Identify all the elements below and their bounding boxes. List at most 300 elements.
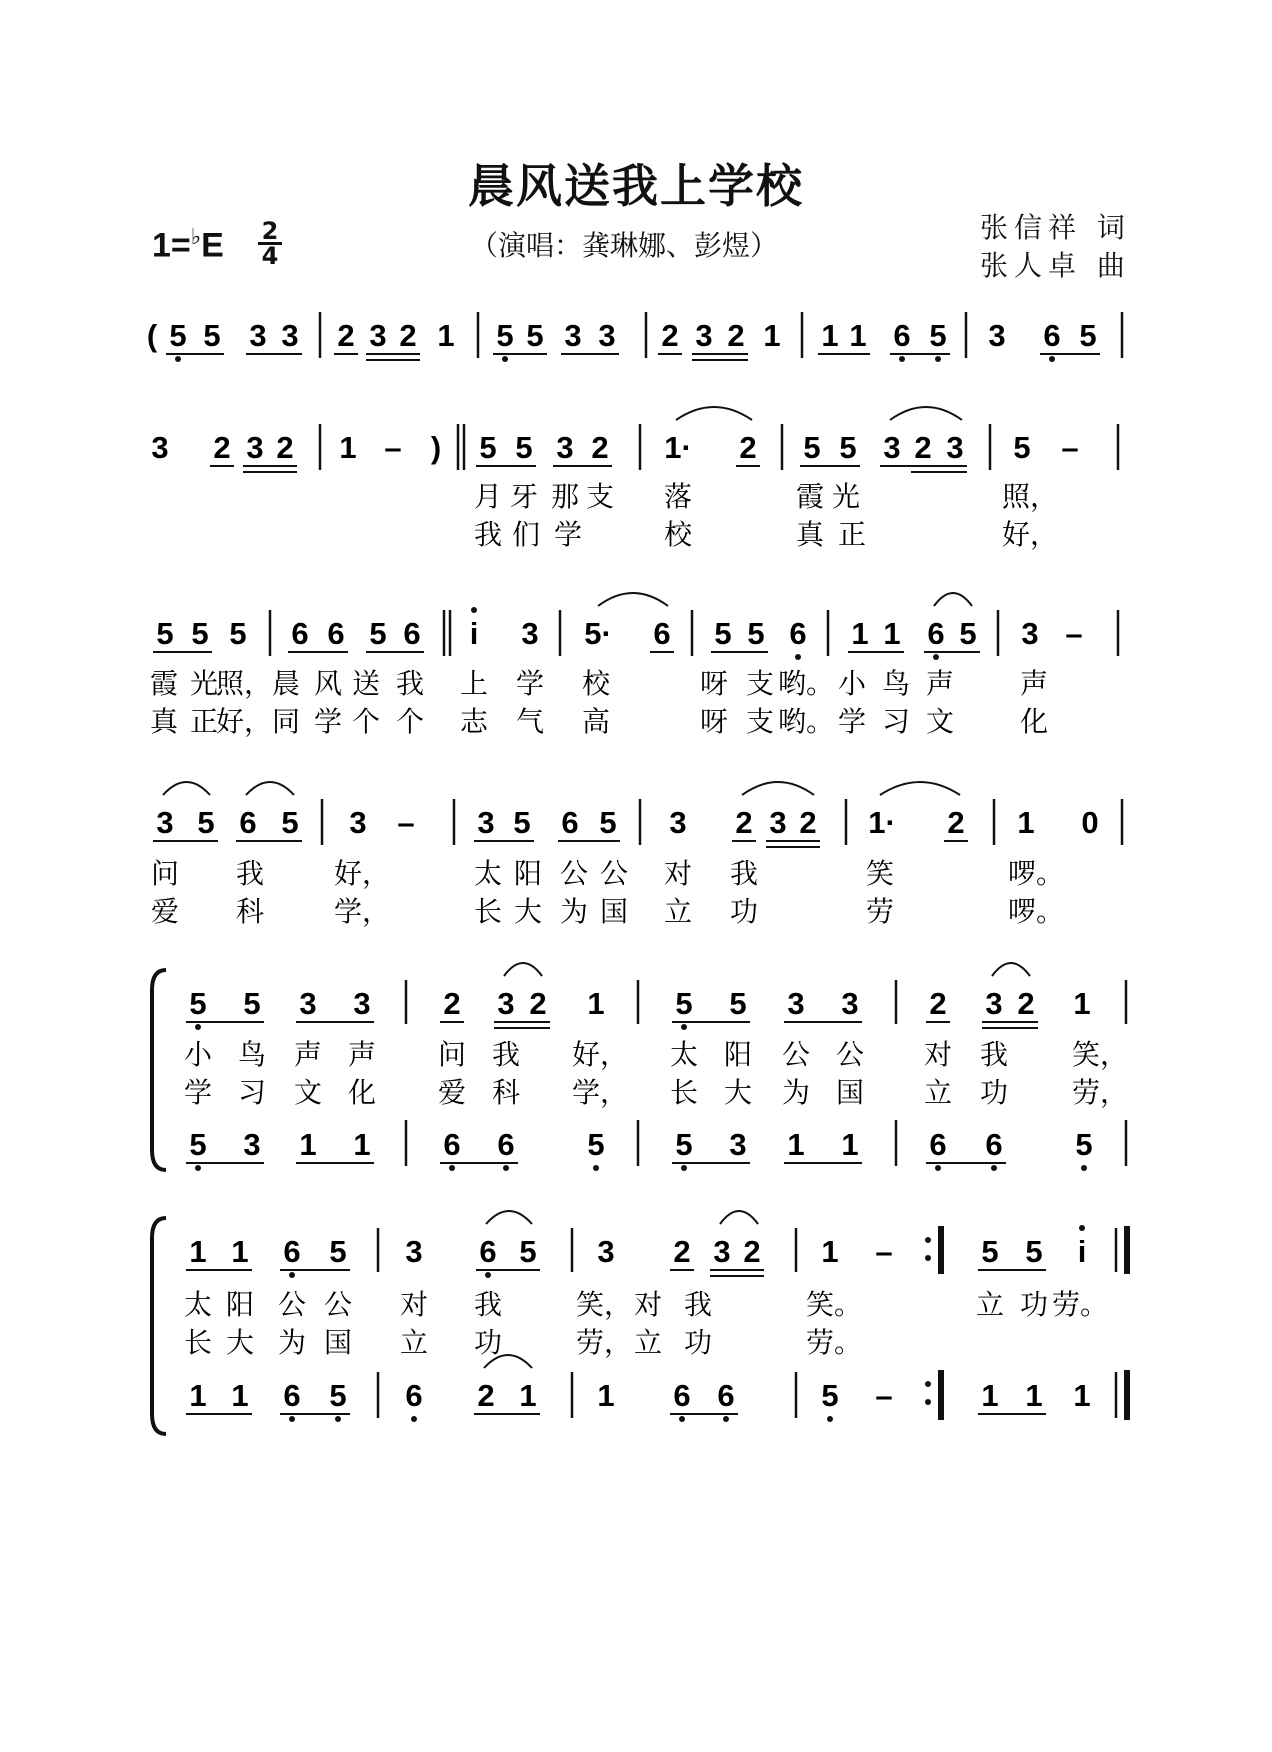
note: 2 (399, 318, 417, 353)
note: 5 (496, 318, 514, 353)
note: 3 (556, 430, 574, 465)
note: 3 (405, 1234, 423, 1269)
lyric-char: 支 (745, 705, 775, 738)
tie-slur (742, 782, 814, 795)
lyric-char: 照， (215, 667, 273, 700)
note: 2 (735, 805, 753, 840)
lyric-char: 真 (149, 705, 179, 738)
lyric-char: 小 (837, 667, 867, 700)
note: 2 (727, 318, 745, 353)
lyric-char: 劳， (1071, 1076, 1129, 1109)
note: 6 (561, 805, 579, 840)
note: 6 (283, 1378, 301, 1413)
lyric-char: 公 (323, 1288, 353, 1321)
note: 5 (229, 616, 247, 651)
note: 1 (981, 1378, 999, 1413)
lyric-char: 对 (399, 1288, 429, 1321)
lyric-char: 大 (513, 895, 543, 928)
lyric-char: 公 (835, 1038, 865, 1071)
note: 3 (477, 805, 495, 840)
note: 5· (584, 616, 612, 651)
note: 2 (213, 430, 231, 465)
tie-slur (992, 963, 1030, 976)
lyric-char: 风 (313, 667, 343, 700)
lyric-char: 笑。 (805, 1288, 863, 1321)
tie-slur (880, 782, 960, 795)
lyric-char: 问 (150, 857, 180, 890)
lyric-char: 我 (235, 857, 265, 890)
lyric-char: 问 (437, 1038, 467, 1071)
note: 3 (988, 318, 1006, 353)
note: 5 (675, 986, 693, 1021)
note: 6 (291, 616, 309, 651)
octave-dot-low (1049, 356, 1055, 362)
note: ) (430, 430, 442, 465)
repeat-dot (925, 1237, 931, 1243)
note: 5 (189, 1127, 207, 1162)
note: 0 (1081, 805, 1099, 840)
note: – (384, 430, 402, 465)
note: 3 (243, 1127, 261, 1162)
lyric-char: 光 (831, 480, 861, 513)
note: 5 (369, 616, 387, 651)
note: 3 (497, 986, 515, 1021)
system-bracket (152, 970, 166, 1170)
lyric-char: 为 (559, 895, 589, 928)
lyric-char: 鸟 (881, 667, 911, 700)
note: 3 (769, 805, 787, 840)
note: 6 (479, 1234, 497, 1269)
note: 2 (799, 805, 817, 840)
lyric-char: 立 (633, 1326, 663, 1359)
note: 2 (337, 318, 355, 353)
note: 6 (929, 1127, 947, 1162)
octave-dot-low (679, 1416, 685, 1422)
lyric-char: 习 (881, 705, 911, 738)
lyric-char: 太 (183, 1288, 213, 1321)
note: 5 (189, 986, 207, 1021)
lyric-char: 文 (925, 705, 955, 738)
note: 1 (883, 616, 901, 651)
note: 2 (673, 1234, 691, 1269)
lyric-char: 对 (923, 1038, 953, 1071)
lyric-char: 国 (835, 1076, 865, 1109)
note: 3 (883, 430, 901, 465)
lyric-char: 个 (351, 705, 381, 738)
note: 1 (1073, 1378, 1091, 1413)
note: 5 (169, 318, 187, 353)
note: 5 (526, 318, 544, 353)
octave-dot-low (485, 1272, 491, 1278)
note: 3 (299, 986, 317, 1021)
lyric-char: 学 (183, 1076, 213, 1109)
lyric-char: 功 (683, 1326, 713, 1359)
lyric-char: 劳 (865, 895, 895, 928)
note: 6 (497, 1127, 515, 1162)
note: 1 (231, 1378, 249, 1413)
octave-dot-low (681, 1165, 687, 1171)
lyric-char: 国 (599, 895, 629, 928)
note: 6 (403, 616, 421, 651)
octave-dot-low (335, 1416, 341, 1422)
lyric-char: 个 (395, 705, 425, 738)
octave-dot-low (723, 1416, 729, 1422)
tie-slur (163, 782, 210, 795)
note: i (1077, 1234, 1087, 1269)
lyric-char: 校 (581, 667, 611, 700)
lyric-char: 立 (975, 1288, 1005, 1321)
note: 6 (405, 1378, 423, 1413)
lyric-char: 功 (729, 895, 759, 928)
lyric-char: 学 (515, 667, 545, 700)
note: 6 (717, 1378, 735, 1413)
note: 1 (519, 1378, 537, 1413)
note: 6 (673, 1378, 691, 1413)
octave-dot-low (899, 356, 905, 362)
note: 5 (191, 616, 209, 651)
thick-barline (1124, 1226, 1130, 1274)
note: – (1061, 430, 1079, 465)
lyric-char: 哟。 (777, 667, 835, 700)
note: 3 (985, 986, 1003, 1021)
note: 5 (1025, 1234, 1043, 1269)
note: 2 (739, 430, 757, 465)
lyric-char: 爱 (437, 1076, 467, 1109)
octave-dot-high (471, 607, 477, 613)
note: 2 (929, 986, 947, 1021)
lyric-char: 学 (313, 705, 343, 738)
lyric-char: 鸟 (237, 1038, 267, 1071)
lyric-char: 对 (633, 1288, 663, 1321)
note: 3 (841, 986, 859, 1021)
note: 1 (231, 1234, 249, 1269)
note: 1 (821, 318, 839, 353)
tie-slur (676, 407, 752, 420)
note: 6 (1043, 318, 1061, 353)
octave-dot-high (1079, 1225, 1085, 1231)
note: 6 (283, 1234, 301, 1269)
note: 3 (151, 430, 169, 465)
lyric-char: 我 (683, 1288, 713, 1321)
tie-slur (934, 593, 972, 606)
lyric-char: 我 (473, 518, 503, 551)
repeat-dot (925, 1381, 931, 1387)
composer-credit: 张人卓 曲 (980, 249, 1131, 282)
note: 1 (299, 1127, 317, 1162)
lyric-char: 呀 (699, 667, 729, 700)
note: 5 (587, 1127, 605, 1162)
note: 2 (1017, 986, 1035, 1021)
note: 1 (821, 1234, 839, 1269)
note: 5 (729, 986, 747, 1021)
lyric-char: 学 (837, 705, 867, 738)
note: 6 (443, 1127, 461, 1162)
thick-barline (1124, 1370, 1130, 1420)
note: 1 (1025, 1378, 1043, 1413)
note: 3 (597, 1234, 615, 1269)
note: 5 (981, 1234, 999, 1269)
lyric-char: 阳 (723, 1038, 753, 1071)
singers-credit: （演唱：龚琳娜、彭煜） (470, 229, 779, 262)
lyric-char: 声 (1019, 667, 1049, 700)
octave-dot-low (681, 1024, 687, 1030)
lyric-char: 公 (559, 857, 589, 890)
lyric-char: 支 (585, 480, 615, 513)
note: 5 (197, 805, 215, 840)
note: 5 (513, 805, 531, 840)
note: 3 (156, 805, 174, 840)
note: 2 (743, 1234, 761, 1269)
note: 1 (849, 318, 867, 353)
note: 6 (789, 616, 807, 651)
lyric-char: 立 (663, 895, 693, 928)
repeat-dot (925, 1399, 931, 1405)
note: 3 (521, 616, 539, 651)
note: 3 (946, 430, 964, 465)
note: 5 (243, 986, 261, 1021)
lyric-char: 晨 (271, 667, 301, 700)
lyric-char: 送 (351, 667, 381, 700)
note: 5 (803, 430, 821, 465)
lyric-char: 我 (979, 1038, 1009, 1071)
lyric-char: 习 (237, 1076, 267, 1109)
lyric-char: 啰。 (1007, 857, 1065, 890)
lyric-char: 为 (781, 1076, 811, 1109)
note: 3 (787, 986, 805, 1021)
lyric-char: 公 (781, 1038, 811, 1071)
note: 5 (515, 430, 533, 465)
note: 6 (893, 318, 911, 353)
note: 2 (591, 430, 609, 465)
lyricist-credit: 张信祥 词 (980, 211, 1131, 244)
lyric-char: 哟。 (777, 705, 835, 738)
lyric-char: 立 (923, 1076, 953, 1109)
note: 1 (339, 430, 357, 465)
lyric-char: 声 (347, 1038, 377, 1071)
lyric-char: 长 (473, 895, 503, 928)
note: 3 (695, 318, 713, 353)
lyric-char: 们 (511, 518, 541, 551)
note: – (875, 1234, 893, 1269)
lyric-char: 霞 (149, 667, 179, 700)
note: 5 (1079, 318, 1097, 353)
note: 3 (349, 805, 367, 840)
lyric-char: 劳， (575, 1326, 633, 1359)
lyric-char: 正 (837, 518, 867, 551)
lyric-char: 对 (663, 857, 693, 890)
lyric-char: 牙 (509, 480, 539, 513)
lyric-char: 太 (473, 857, 503, 890)
lyric-char: 我 (491, 1038, 521, 1071)
lyric-char: 真 (795, 518, 825, 551)
lyric-char: 阳 (513, 857, 543, 890)
note: 5 (329, 1378, 347, 1413)
note: 6 (927, 616, 945, 651)
octave-dot-low (502, 356, 508, 362)
note: 1 (587, 986, 605, 1021)
lyric-char: 阳 (225, 1288, 255, 1321)
lyric-char: 校 (663, 518, 693, 551)
lyric-char: 立 (399, 1326, 429, 1359)
tie-slur (598, 593, 668, 606)
note: 3 (713, 1234, 731, 1269)
octave-dot-low (449, 1165, 455, 1171)
note: 1· (868, 805, 896, 840)
lyric-char: 长 (669, 1076, 699, 1109)
note: 5 (281, 805, 299, 840)
note: 5 (1075, 1127, 1093, 1162)
lyric-char: 笑， (1071, 1038, 1129, 1071)
system-bracket (152, 1218, 166, 1434)
lyric-char: 声 (293, 1038, 323, 1071)
note: 5 (675, 1127, 693, 1162)
note: 3 (369, 318, 387, 353)
octave-dot-low (289, 1272, 295, 1278)
note: 1 (787, 1127, 805, 1162)
time-signature: 2 4 (258, 220, 282, 267)
octave-dot-low (935, 1165, 941, 1171)
lyric-char: 小 (183, 1038, 213, 1071)
lyric-char: 为 (277, 1326, 307, 1359)
note: – (397, 805, 415, 840)
lyric-char: 公 (277, 1288, 307, 1321)
note: 3 (598, 318, 616, 353)
note: 2 (661, 318, 679, 353)
lyric-char: 声 (925, 667, 955, 700)
lyric-char: 同 (271, 705, 301, 738)
note: 1 (1017, 805, 1035, 840)
note: 1 (1073, 986, 1091, 1021)
lyric-char: 志 (459, 705, 489, 738)
octave-dot-low (991, 1165, 997, 1171)
lyric-char: 化 (347, 1076, 377, 1109)
note: 2 (276, 430, 294, 465)
lyric-char: 霞 (795, 480, 825, 513)
lyric-char: 太 (669, 1038, 699, 1071)
lyric-char: 劳。 (805, 1326, 863, 1359)
lyric-char: 文 (293, 1076, 323, 1109)
octave-dot-low (933, 654, 939, 660)
note: 1 (353, 1127, 371, 1162)
repeat-dot (925, 1255, 931, 1261)
key-signature: 1=♭E (152, 224, 224, 265)
tie-slur (720, 1211, 758, 1224)
lyric-char: 上 (459, 667, 489, 700)
lyric-char: 爱 (150, 895, 180, 928)
note: 6 (239, 805, 257, 840)
octave-dot-low (935, 356, 941, 362)
lyric-char: 照， (1001, 480, 1059, 513)
note: 6 (327, 616, 345, 651)
lyric-char: 国 (323, 1326, 353, 1359)
lyric-char: 那 (550, 480, 580, 513)
note: 3 (249, 318, 267, 353)
lyric-char: 好， (571, 1038, 629, 1071)
note: 1 (841, 1127, 859, 1162)
octave-dot-low (195, 1165, 201, 1171)
lyric-char: 落 (663, 480, 693, 513)
lyric-char: 好， (215, 705, 273, 738)
note: 5 (203, 318, 221, 353)
lyric-char: 功 (979, 1076, 1009, 1109)
note: 1 (189, 1234, 207, 1269)
note: 3 (246, 430, 264, 465)
tie-slur (504, 963, 542, 976)
note: i (469, 616, 479, 651)
note: 3 (281, 318, 299, 353)
lyric-char: 啰。 (1007, 895, 1065, 928)
lyric-char: 我 (473, 1288, 503, 1321)
lyric-char: 学 (553, 518, 583, 551)
tie-slur (486, 1211, 532, 1224)
note: ( (146, 318, 158, 353)
note: 2 (529, 986, 547, 1021)
note: 5 (599, 805, 617, 840)
octave-dot-low (593, 1165, 599, 1171)
lyric-char: 功 (473, 1326, 503, 1359)
lyric-char: 正 (189, 705, 219, 738)
note: 6 (985, 1127, 1003, 1162)
lyric-char: 光 (189, 667, 219, 700)
note: 5 (821, 1378, 839, 1413)
note: 5 (839, 430, 857, 465)
lyric-char: 长 (183, 1326, 213, 1359)
note: 1 (597, 1378, 615, 1413)
octave-dot-low (175, 356, 181, 362)
note: – (1065, 616, 1083, 651)
lyric-char: 公 (599, 857, 629, 890)
octave-dot-low (503, 1165, 509, 1171)
lyric-char: 气 (515, 705, 545, 738)
note: 2 (947, 805, 965, 840)
song-title: 晨风送我上学校 (468, 159, 804, 213)
lyric-char: 化 (1019, 705, 1049, 738)
tie-slur (246, 782, 294, 795)
thick-barline (938, 1370, 944, 1420)
note: 5 (959, 616, 977, 651)
note: 3 (564, 318, 582, 353)
octave-dot-low (827, 1416, 833, 1422)
thick-barline (938, 1226, 944, 1274)
lyric-char: 我 (729, 857, 759, 890)
note: 5 (714, 616, 732, 651)
note: 2 (914, 430, 932, 465)
note: 3 (353, 986, 371, 1021)
octave-dot-low (795, 654, 801, 660)
octave-dot-low (411, 1416, 417, 1422)
lyric-char: 笑 (865, 857, 895, 890)
lyric-char: 笑， (575, 1288, 633, 1321)
note: 1 (189, 1378, 207, 1413)
note: 6 (653, 616, 671, 651)
note: 1 (851, 616, 869, 651)
lyric-char: 高 (581, 705, 611, 738)
note: 3 (1021, 616, 1039, 651)
note: 5 (747, 616, 765, 651)
lyric-char: 学， (571, 1076, 629, 1109)
lyric-char: 好， (333, 857, 391, 890)
lyric-char: 学， (333, 895, 391, 928)
note: 2 (477, 1378, 495, 1413)
note: 3 (729, 1127, 747, 1162)
note: 3 (669, 805, 687, 840)
note: 5 (929, 318, 947, 353)
lyric-char: 月 (473, 480, 503, 513)
note: 1· (664, 430, 692, 465)
lyric-char: 劳。 (1051, 1288, 1109, 1321)
note: 5 (329, 1234, 347, 1269)
lyric-char: 支 (745, 667, 775, 700)
